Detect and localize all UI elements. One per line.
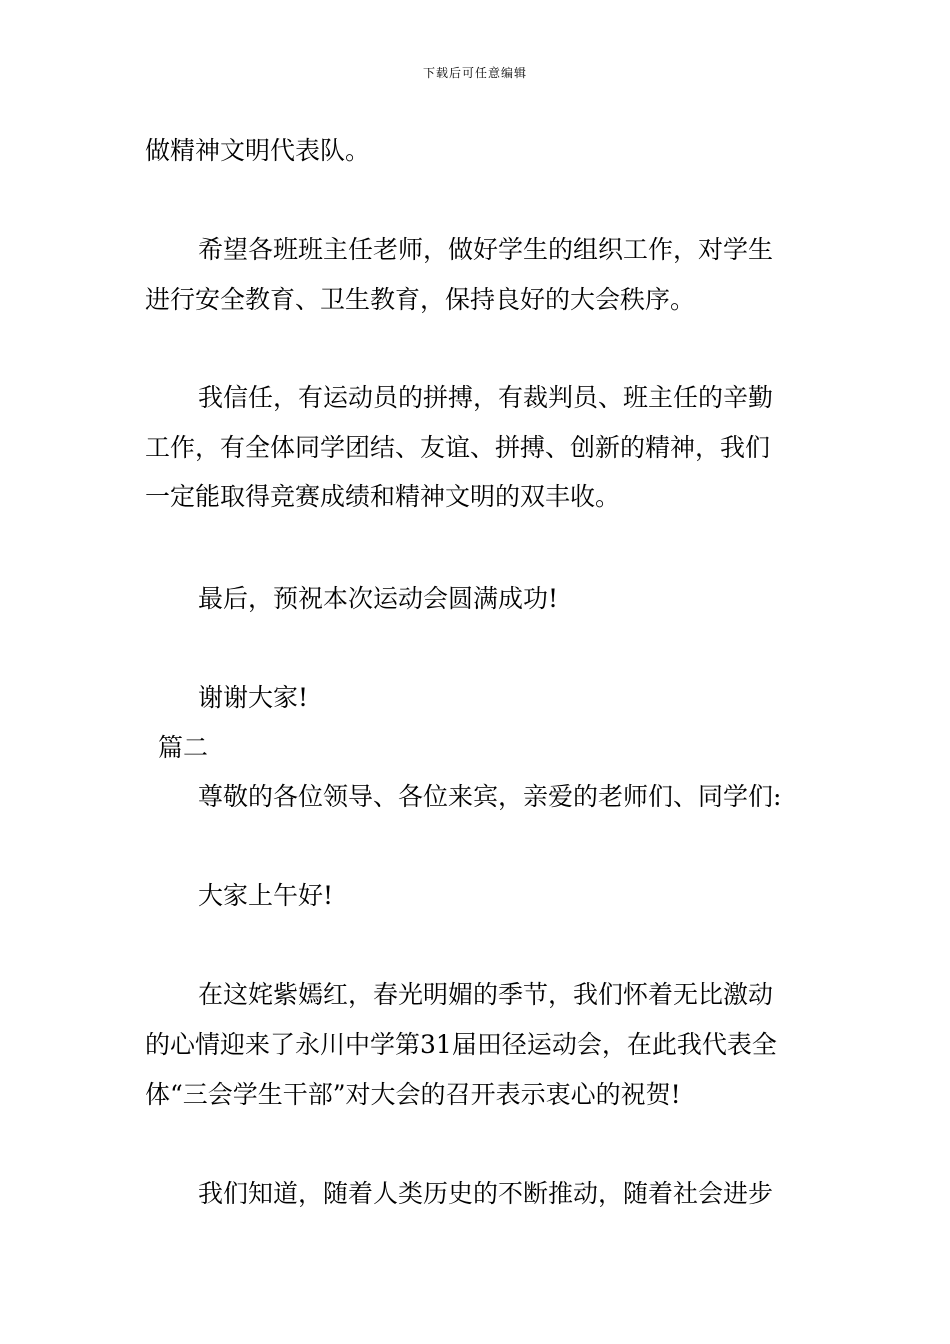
body-line: 谢谢大家!	[198, 683, 309, 712]
body-line: 的心情迎来了永川中学第31届田径运动会，在此我代表全	[145, 1030, 777, 1059]
body-line: 我信任，有运动员的拼搏，有裁判员、班主任的辛勤	[198, 383, 774, 412]
body-line: 最后，预祝本次运动会圆满成功!	[198, 584, 559, 613]
section-heading: 篇二	[158, 733, 209, 762]
body-line: 希望各班班主任老师，做好学生的组织工作，对学生	[198, 235, 774, 264]
body-line: 进行安全教育、卫生教育，保持良好的大会秩序。	[145, 285, 696, 314]
body-line: 体“三会学生干部”对大会的召开表示衷心的祝贺!	[145, 1080, 681, 1109]
body-line: 一定能取得竞赛成绩和精神文明的双丰收。	[145, 482, 621, 511]
body-line: 在这姹紫嫣红，春光明媚的季节，我们怀着无比激动	[198, 980, 774, 1009]
body-line: 工作，有全体同学团结、友谊、拼搏、创新的精神，我们	[145, 433, 771, 462]
page-header: 下载后可任意编辑	[422, 66, 527, 80]
body-line: 我们知道，随着人类历史的不断推动，随着社会进步	[198, 1179, 774, 1208]
body-line: 尊敬的各位领导、各位来宾，亲爱的老师们、同学们:	[198, 782, 782, 811]
body-line: 大家上午好!	[198, 881, 334, 910]
body-line: 做精神文明代表队。	[145, 136, 371, 165]
